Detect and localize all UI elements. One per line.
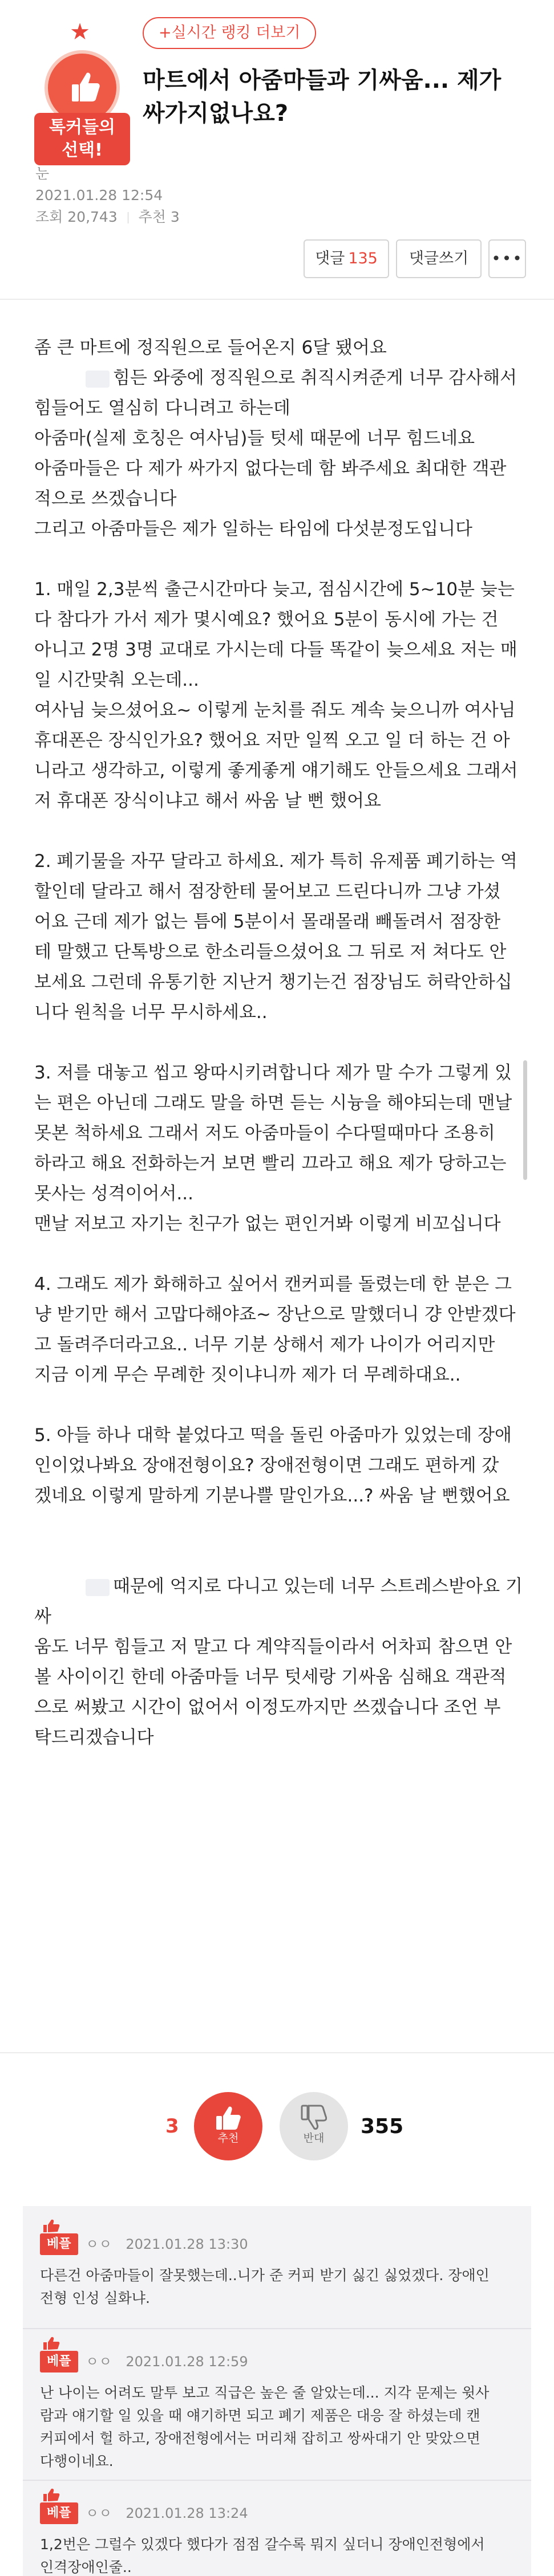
comment-text: [40, 2382, 513, 2473]
post-header: [0, 0, 554, 365]
body-line: [34, 605, 525, 635]
body-line-text: 힘들어도 열심히 다니려고 하는데: [34, 398, 290, 418]
comment-time: 2021.01.28 13:30: [126, 2236, 248, 2252]
body-line: [34, 1149, 525, 1179]
body-line-text: 냥 받기만 해서 고맙다해야죠~ 장난으로 말했더니 걍 안받겠다: [34, 1304, 516, 1325]
dislike-label: 반대: [303, 2132, 325, 2144]
body-line: [34, 1330, 525, 1360]
body-line-text: 2. 폐기물을 자꾸 달라고 하세요. 제가 특히 유제품 폐기하는 역: [34, 851, 517, 872]
badge-ribbon: [34, 113, 130, 165]
comment-meta: [86, 2235, 248, 2254]
body-line: [34, 1421, 525, 1451]
comment-text-line: 전형 인성 실화냐.: [40, 2290, 150, 2306]
body-line-text: 움도 너무 힘들고 저 말고 다 계약직들이라서 어차피 참으면 안: [34, 1637, 512, 1657]
body-line: [34, 1179, 525, 1209]
body-line-text: 다 참다가 가서 제가 몇시예요? 했어요 5분이 동시에 가는 건: [34, 609, 499, 630]
comment-separator: [23, 2328, 531, 2329]
body-line: [34, 424, 525, 454]
body-line-text: 1. 매일 2,3분씩 출근시간마다 늦고, 점심시간에 5~10분 늦는: [34, 579, 515, 600]
talker-choice-badge: [34, 11, 131, 171]
body-line-text: 그리고 아줌마들은 제가 일하는 타임에 다섯분정도입니다: [34, 519, 472, 539]
body-line-text: 3. 저를 대놓고 씹고 왕따시키려합니다 제가 말 수가 그렇게 있: [34, 1063, 512, 1083]
body-line-text: 못사는 성격이어서...: [34, 1183, 193, 1204]
body-line-text: 5. 아들 하나 대학 붙었다고 떡을 돌린 아줌마가 있었는데 장애: [34, 1425, 512, 1446]
comment-text-line: 람과 얘기할 일 있을 때 얘기하면 되고 폐기 제품은 대응 잘 하셨는데 캔: [40, 2407, 480, 2424]
body-line-text: 테 말했고 단톡방으로 한소리들으셨어요 그 뒤로 저 쳐다도 안: [34, 942, 507, 962]
best-thumb-icon: [42, 2336, 60, 2351]
body-line: [34, 967, 525, 998]
body-line: [34, 726, 525, 756]
body-line: [34, 998, 525, 1028]
body-line-text: 는 편은 아닌데 그래도 말을 하면 듣는 시늉을 해야되는데 맨날: [34, 1093, 512, 1113]
comment-text-line: 1,2번은 그럴수 있겠다 했다가 점점 갈수록 뭐지 싶더니 장애인전형에서: [40, 2536, 485, 2553]
body-divider: [0, 2052, 554, 2053]
body-line: [34, 1300, 525, 1330]
body-line: [34, 1058, 525, 1088]
body-line: [34, 695, 525, 726]
realtime-ranking-link[interactable]: +실시간 랭킹 더보기: [143, 17, 316, 49]
body-line: [34, 1390, 525, 1421]
best-thumb-icon: [42, 2488, 60, 2502]
body-line: [34, 1692, 525, 1723]
body-line: [34, 635, 525, 665]
body-line: [34, 1723, 525, 1753]
body-line-text: 어요 근데 제가 없는 틈에 5분이서 몰래몰래 빼돌려서 점장한: [34, 911, 501, 932]
recommend-count: 3: [170, 209, 180, 225]
like-label: 추천: [217, 2132, 239, 2144]
body-line: [34, 877, 525, 907]
body-line-text: 못본 척하세요 그래서 저도 아줌마들이 수다떨때마다 조용히: [34, 1123, 495, 1143]
body-line: [34, 1028, 525, 1058]
comment-text-line: 인격장애인줄..: [40, 2559, 132, 2575]
body-line-text: 일 시간맞춰 오는데...: [34, 670, 199, 690]
comment-text-line: 다행이네요.: [40, 2453, 114, 2469]
body-line-text: 적으로 쓰겠습니다: [34, 489, 177, 509]
comment-separator: [23, 2480, 531, 2481]
comment-count: 135: [348, 250, 378, 267]
body-line: [34, 575, 525, 605]
body-line: [34, 1360, 525, 1390]
comment-meta: [86, 2504, 248, 2523]
body-line: [34, 1239, 525, 1269]
views-label: 조회: [35, 209, 63, 225]
comment-text: [40, 2264, 513, 2310]
body-line-text: 여사님 늦으셨어요~ 이렇게 눈치를 줘도 계속 늦으니까 여사님: [34, 700, 516, 721]
vote-section: [0, 2075, 554, 2189]
body-line: [34, 333, 525, 363]
body-line: [34, 393, 525, 424]
body-line-text: 니다 원칙을 너무 무시하세요..: [34, 1002, 268, 1023]
comment-time: 2021.01.28 13:24: [126, 2505, 248, 2521]
post-body: [34, 333, 525, 1753]
body-line: [34, 1269, 525, 1300]
body-line-text: 4. 그래도 제가 화해하고 싶어서 캔커피를 돌렸는데 한 분은 그: [34, 1274, 512, 1295]
more-options-button[interactable]: •••: [488, 239, 526, 278]
views-count: 20,743: [67, 209, 118, 225]
body-line: [34, 1481, 525, 1511]
body-line: [34, 1541, 525, 1572]
comment-label: 댓글: [315, 250, 345, 267]
body-line: [34, 1662, 525, 1692]
body-line-text: 때문에 억지로 다니고 있는데 너무 스트레스받아요 기싸: [34, 1576, 523, 1627]
body-line: [34, 1511, 525, 1541]
write-comment-button[interactable]: 댓글쓰기: [396, 239, 482, 278]
redacted-text: [86, 371, 110, 388]
body-line-text: 힘든 와중에 정직원으로 취직시켜준게 너무 감사해서: [113, 368, 517, 388]
body-line: [34, 514, 525, 544]
body-line-text: 할인데 달라고 해서 점장한테 물어보고 드린다니까 그냥 가셨: [34, 881, 501, 902]
body-line-text: 아줌마(실제 호칭은 여사님)들 텃세 때문에 너무 힘드네요: [34, 428, 475, 449]
body-line-text: 좀 큰 마트에 정직원으로 들어온지 6달 됐어요: [34, 337, 387, 358]
like-button[interactable]: [194, 2092, 262, 2160]
body-line: [34, 756, 525, 786]
post-date: 2021.01.28 12:54: [35, 187, 163, 204]
body-line: [34, 816, 525, 847]
scrollbar-thumb[interactable]: [523, 1060, 527, 1180]
body-line-text: 휴대폰은 장식인가요? 했어요 저만 일찍 오고 일 더 하는 건 아: [34, 730, 510, 751]
body-line: [34, 786, 525, 816]
thumbs-up-icon: [215, 2105, 241, 2131]
comment-time: 2021.01.28 12:59: [126, 2354, 248, 2370]
body-line-text: 저 휴대폰 장식이냐고 해서 싸움 날 뻔 했어요: [34, 791, 382, 811]
body-line: [34, 1209, 525, 1239]
body-line-text: 겠네요 이렇게 말하게 기분나쁠 말인가요...? 싸움 날 뻔했어요: [34, 1486, 510, 1506]
author-name[interactable]: 눈: [35, 165, 50, 182]
comment-author[interactable]: ㅇㅇ: [86, 2236, 112, 2252]
body-line-text: 하라고 해요 전화하는거 보면 빨리 끄라고 해요 제가 당하고는: [34, 1153, 507, 1174]
badge-text-line1: 톡커들의: [49, 117, 115, 137]
dislike-button[interactable]: [280, 2092, 348, 2160]
thumbs-up-icon: [71, 70, 100, 104]
body-line-text: 으로 써봤고 시간이 없어서 이정도까지만 쓰겠습니다 조언 부: [34, 1697, 501, 1718]
comment-meta: [86, 2352, 248, 2371]
body-line: [34, 1572, 525, 1632]
best-comment-badge: 베플: [40, 2233, 78, 2255]
comment-author[interactable]: ㅇㅇ: [86, 2505, 112, 2521]
best-comment-badge: 베플: [40, 2502, 78, 2524]
like-count: 3: [165, 2115, 179, 2138]
redacted-text: [86, 1579, 110, 1596]
comment-text-line: 난 나이는 어려도 말투 보고 직급은 높은 줄 알았는데... 지각 문제는 윗사: [40, 2384, 490, 2401]
thumbs-down-icon: [301, 2105, 327, 2131]
body-line: [34, 1632, 525, 1662]
body-line: [34, 363, 525, 393]
best-thumb-icon: [42, 2219, 60, 2233]
body-line-text: 맨날 저보고 자기는 친구가 없는 편인거봐 이렇게 비꼬십니다: [34, 1214, 501, 1234]
badge-text-line2: 선택!: [62, 140, 103, 160]
body-line: [34, 665, 525, 695]
body-line: [34, 1088, 525, 1118]
comment-count-button[interactable]: [304, 239, 389, 278]
body-line: [34, 484, 525, 514]
post-stats: [35, 206, 180, 228]
comment-text: [40, 2533, 513, 2576]
star-icon: ★: [70, 19, 90, 45]
body-line: [34, 847, 525, 877]
comment-author[interactable]: ㅇㅇ: [86, 2354, 112, 2370]
comment-text-line: 다른건 아줌마들이 잘못했는데..니가 준 커피 받기 싫긴 싫었겠다. 장애인: [40, 2267, 490, 2284]
dislike-count: 355: [361, 2115, 404, 2138]
best-comments: [23, 2206, 531, 2576]
body-line: [34, 907, 525, 937]
body-line-text: 보세요 그런데 유통기한 지난거 챙기는건 점장님도 허락안하십: [34, 972, 512, 992]
body-line: [34, 1451, 525, 1481]
body-line: [34, 454, 525, 484]
body-line-text: 아줌마들은 다 제가 싸가지 없다는데 함 봐주세요 최대한 객관: [34, 458, 507, 479]
body-line-text: 탁드리겠습니다: [34, 1727, 154, 1748]
post-meta: [35, 163, 180, 228]
body-line-text: 고 돌려주더라고요.. 너무 기분 상해서 제가 나이가 어리지만: [34, 1334, 495, 1355]
post-title: 마트에서 아줌마들과 기싸움... 제가 싸가지없나요?: [143, 67, 502, 127]
body-line-text: 니라고 생각하고, 이렇게 좋게좋게 얘기해도 안들으세요 그래서: [34, 760, 518, 781]
body-line-text: 인이었나봐요 장애전형이요? 장애전형이면 그래도 편하게 갔: [34, 1455, 499, 1476]
best-comment-badge: 베플: [40, 2351, 78, 2372]
header-divider: [0, 299, 554, 300]
body-line-text: 볼 사이이긴 한데 아줌마들 너무 텃세랑 기싸움 심해요 객관적: [34, 1667, 507, 1687]
comment-text-line: 커피에서 헐 하고, 장애전형에서는 머리채 잡히고 쌍싸대기 안 맞았으면: [40, 2430, 480, 2447]
recommend-label: 추천: [138, 209, 166, 225]
body-line: [34, 937, 525, 967]
body-line-text: 지금 이게 무슨 무례한 짓이냐니까 제가 더 무례하대요..: [34, 1365, 461, 1385]
body-line: [34, 1118, 525, 1149]
body-line: [34, 544, 525, 575]
body-line-text: 아니고 2명 3명 교대로 가시는데 다들 똑같이 늦으세요 저는 매: [34, 640, 517, 660]
